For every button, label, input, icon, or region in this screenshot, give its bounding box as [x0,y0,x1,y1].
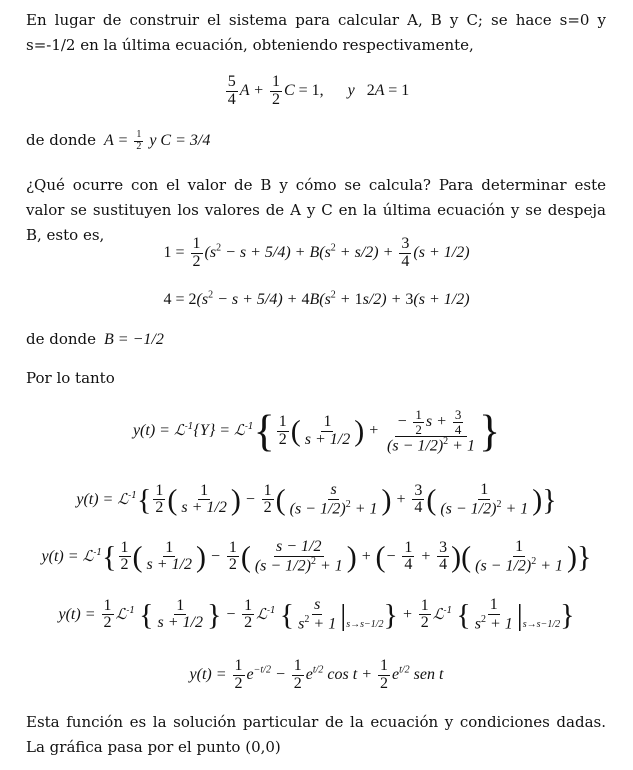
equation-substitution: 1 = $\frac{1}{2}$ $(s^2 - s + 5/4) + B(s^2 + s/2)$ + $\frac{3}{4}$ (s + 1/2) [163,235,470,270]
paragraph-intro: En lugar de construir el sistema para calcular A, B y C; se hace s=0 y s=-1/2 en la última ecuación, obteniendo respectivamente, [26,11,606,54]
equation-system: $\frac{5}{4}$ A + $\frac{1}{2}$ C = 1, y 2A = 1 [227,73,410,108]
equation-solution: y(t) = $\frac{1}{2}$ $e^{-t/2}$ − $\frac{1}{2}$ $e^{t/2}$ cos t + $\frac{1}{2}$ $e^{t/2}$ sen t [189,657,444,692]
result-prefix: de donde [26,131,97,149]
paragraph-therefore: Por lo tanto [26,369,115,387]
result-a-c: de donde A = $\frac{1}{2}$ y C = 3/4 [26,129,211,152]
paragraph-question: ¿Qué ocurre con el valor de B y cómo se calcula? Para determinar este valor se sustituyen los valores de A y C en la última ecuación y se despeja B, esto es, [26,176,606,244]
result-b: de donde B = −1/2 [26,330,164,348]
paragraph-conclusion: Esta función es la solución particular de la ecuación y condiciones dadas. La gráfica pasa por el punto (0,0) [26,713,606,756]
equation-inverse-laplace-4: y(t) = $\frac{1}{2}$ ℒ$^{-1}$ { $\frac{1}{s + 1/2}$ } − $\frac{1}{2}$ ℒ$^{-1}$ { $\frac{s}{s^2 + 1}$ $|_{s\to s-1/2}$} + $\frac{1}{2}$ ℒ$^{-1}$ { $\frac{1}{s^2 + 1}$ $|_{s\to s-1/2}$} [58,596,575,633]
equation-inverse-laplace-1: y(t) = ℒ$^{-1}${Y} = ℒ$^{-1}${ $\frac{1}{2}$ ( $\frac{1}{s + 1/2}$ ) + − $\frac{1}{2}$ s + $\frac{3}{4}$ $(s - 1/2)^2 + 1$ } [132,406,501,456]
equation-multiplied: $4 = 2(s^2 - s + 5/4) + 4B(s^2 + 1s/2) + 3(s + 1/2)$ [163,290,470,309]
equation-inverse-laplace-3: y(t) = ℒ$^{-1}${ $\frac{1}{2}$ ( $\frac{1}{s + 1/2}$ ) − $\frac{1}{2}$ ( $\frac{s - 1/2}{(s - 1/2)^2 + 1}$ ) + (− $\frac{1}{4}$ + $\frac{3}{4}$ )( $\frac{1}{(s - 1/2)^2 + 1}$ )} [41,538,592,575]
equation-inverse-laplace-2: y(t) = ℒ$^{-1}${ $\frac{1}{2}$ ( $\frac{1}{s + 1/2}$ ) − $\frac{1}{2}$ ( $\frac{s}{(s - 1/2)^2 + 1}$ ) + $\frac{3}{4}$ ( $\frac{1}{(s - 1/2)^2 + 1}$ )} [76,481,557,518]
result-prefix: de donde [26,330,97,348]
